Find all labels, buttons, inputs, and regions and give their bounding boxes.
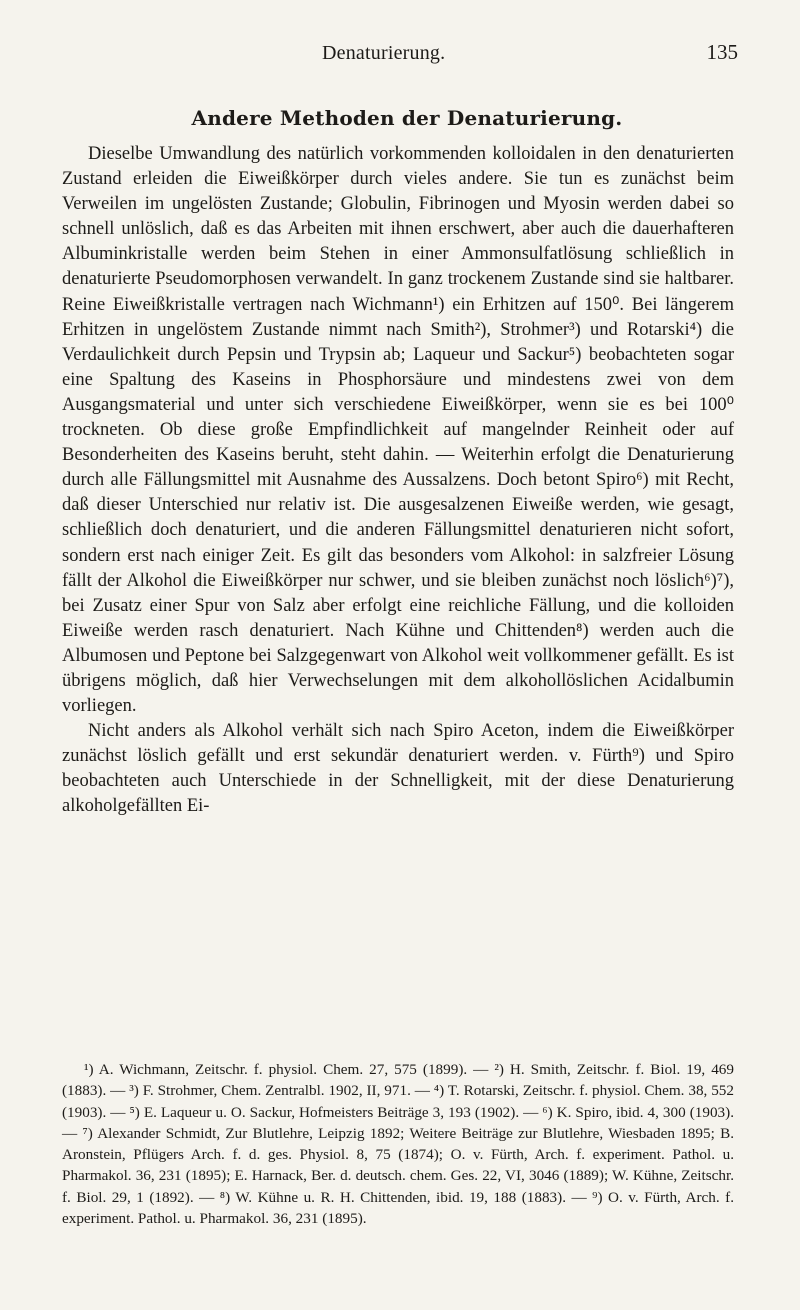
paragraph-2: Nicht anders als Alkohol verhält sich nach Spiro Aceton, indem die Eiweißkörper zunächst löslich gefällt und erst sekundär denaturiert werden. v. Fürth⁹) und Spiro beobachteten auch Unterschiede in der Schnelligkeit, mit der diese Denaturierung alkoholgefällten Ei- — [62, 721, 734, 817]
body-text — [62, 142, 734, 820]
paragraph-1: Dieselbe Umwandlung des natürlich vorkommenden kolloidalen in den denaturierten Zustand erleiden die Eiweißkörper durch vieles andere. Sie tun es zunächst beim Verweilen im ungelösten Zustande; Globulin, Fibrinogen und Myosin werden dabei so schnell unlöslich, daß es das Arbeiten mit ihnen erschwert, aber auch die dauerhafteren Albuminkristalle werden beim Stehen in einer Ammonsulfatlösung schließlich in denaturierte Pseudomorphosen verwandelt. In ganz trockenem Zustande sind sie haltbarer. Reine Eiweißkristalle vertragen nach Wichmann¹) ein Erhitzen auf 150⁰. Bei längerem Erhitzen in ungelöstem Zustande nimmt nach Smith²), Strohmer³) und Rotarski⁴) die Verdaulichkeit durch Pepsin und Trypsin ab; Laqueur und Sackur⁵) beobachteten sogar eine Spaltung des Kaseins in Phosphorsäure und mindestens zwei von dem Ausgangsmaterial und unter sich verschiedene Eiweißkörper, wenn sie es bei 100⁰ trockneten. Ob diese große Empfindlichkeit auf mangelnder Reinheit oder auf Besonderheiten des Kaseins beruht, steht dahin. — Weiterhin erfolgt die Denaturierung durch alle Fällungsmittel mit Ausnahme des Aussalzens. Doch betont Spiro⁶) mit Recht, daß dieser Unterschied nur relativ ist. Die ausgesalzenen Eiweiße werden, wie gesagt, schließlich doch denaturiert, und die anderen Fällungsmittel denaturieren nicht sofort, sondern erst nach einiger Zeit. Es gilt das besonders vom Alkohol: in salzfreier Lösung fällt der Alkohol die Eiweißkörper nur schwer, und sie bleiben zunächst noch löslich⁶)⁷), bei Zusatz einer Spur von Salz aber erfolgt eine reichliche Fällung, und die kolloiden Eiweiße werden rasch denaturiert. Nach Kühne und Chittenden⁸) werden auch die Albumosen und Peptone bei Salzgegenwart von Alkohol weit vollkommener gefällt. Es ist übrigens möglich, daß hier Verwechselungen mit dem alkohollöslichen Acidalbumin vorliegen. — [62, 144, 734, 717]
page-number: 135 — [706, 40, 738, 64]
footnotes — [62, 1059, 734, 1229]
running-head — [0, 40, 800, 70]
running-title: Denaturierung. — [322, 42, 446, 64]
footnote-block: ¹) A. Wichmann, Zeitschr. f. physiol. Chem. 27, 575 (1899). — ²) H. Smith, Zeitschr. f. Biol. 19, 469 (1883). — ³) F. Strohmer, Chem. Zentralbl. 1902, II, 971. — ⁴) T. Rotarski, Zeitschr. f. physiol. Chem. 38, 552 (1903). — ⁵) E. Laqueur u. O. Sackur, Hofmeisters Beiträge 3, 193 (1902). — ⁶) K. Spiro, ibid. 4, 300 (1903). — ⁷) Alexander Schmidt, Zur Blutlehre, Leipzig 1892; Weitere Beiträge zur Blutlehre, Wiesbaden 1895; B. Aronstein, Pflügers Arch. f. d. ges. Physiol. 8, 75 (1874); O. v. Fürth, Arch. f. experiment. Pathol. u. Pharmakol. 36, 231 (1895); E. Harnack, Ber. d. deutsch. chem. Ges. 22, VI, 3046 (1889); W. Kühne, Zeitschr. f. Biol. 29, 1 (1892). — ⁸) W. Kühne u. R. H. Chittenden, ibid. 19, 188 (1883). — ⁹) O. v. Fürth, Arch. f. experiment. Pathol. u. Pharmakol. 36, 231 (1895). — [62, 1061, 734, 1228]
section-heading: Andere Methoden der Denaturierung. — [191, 106, 623, 130]
